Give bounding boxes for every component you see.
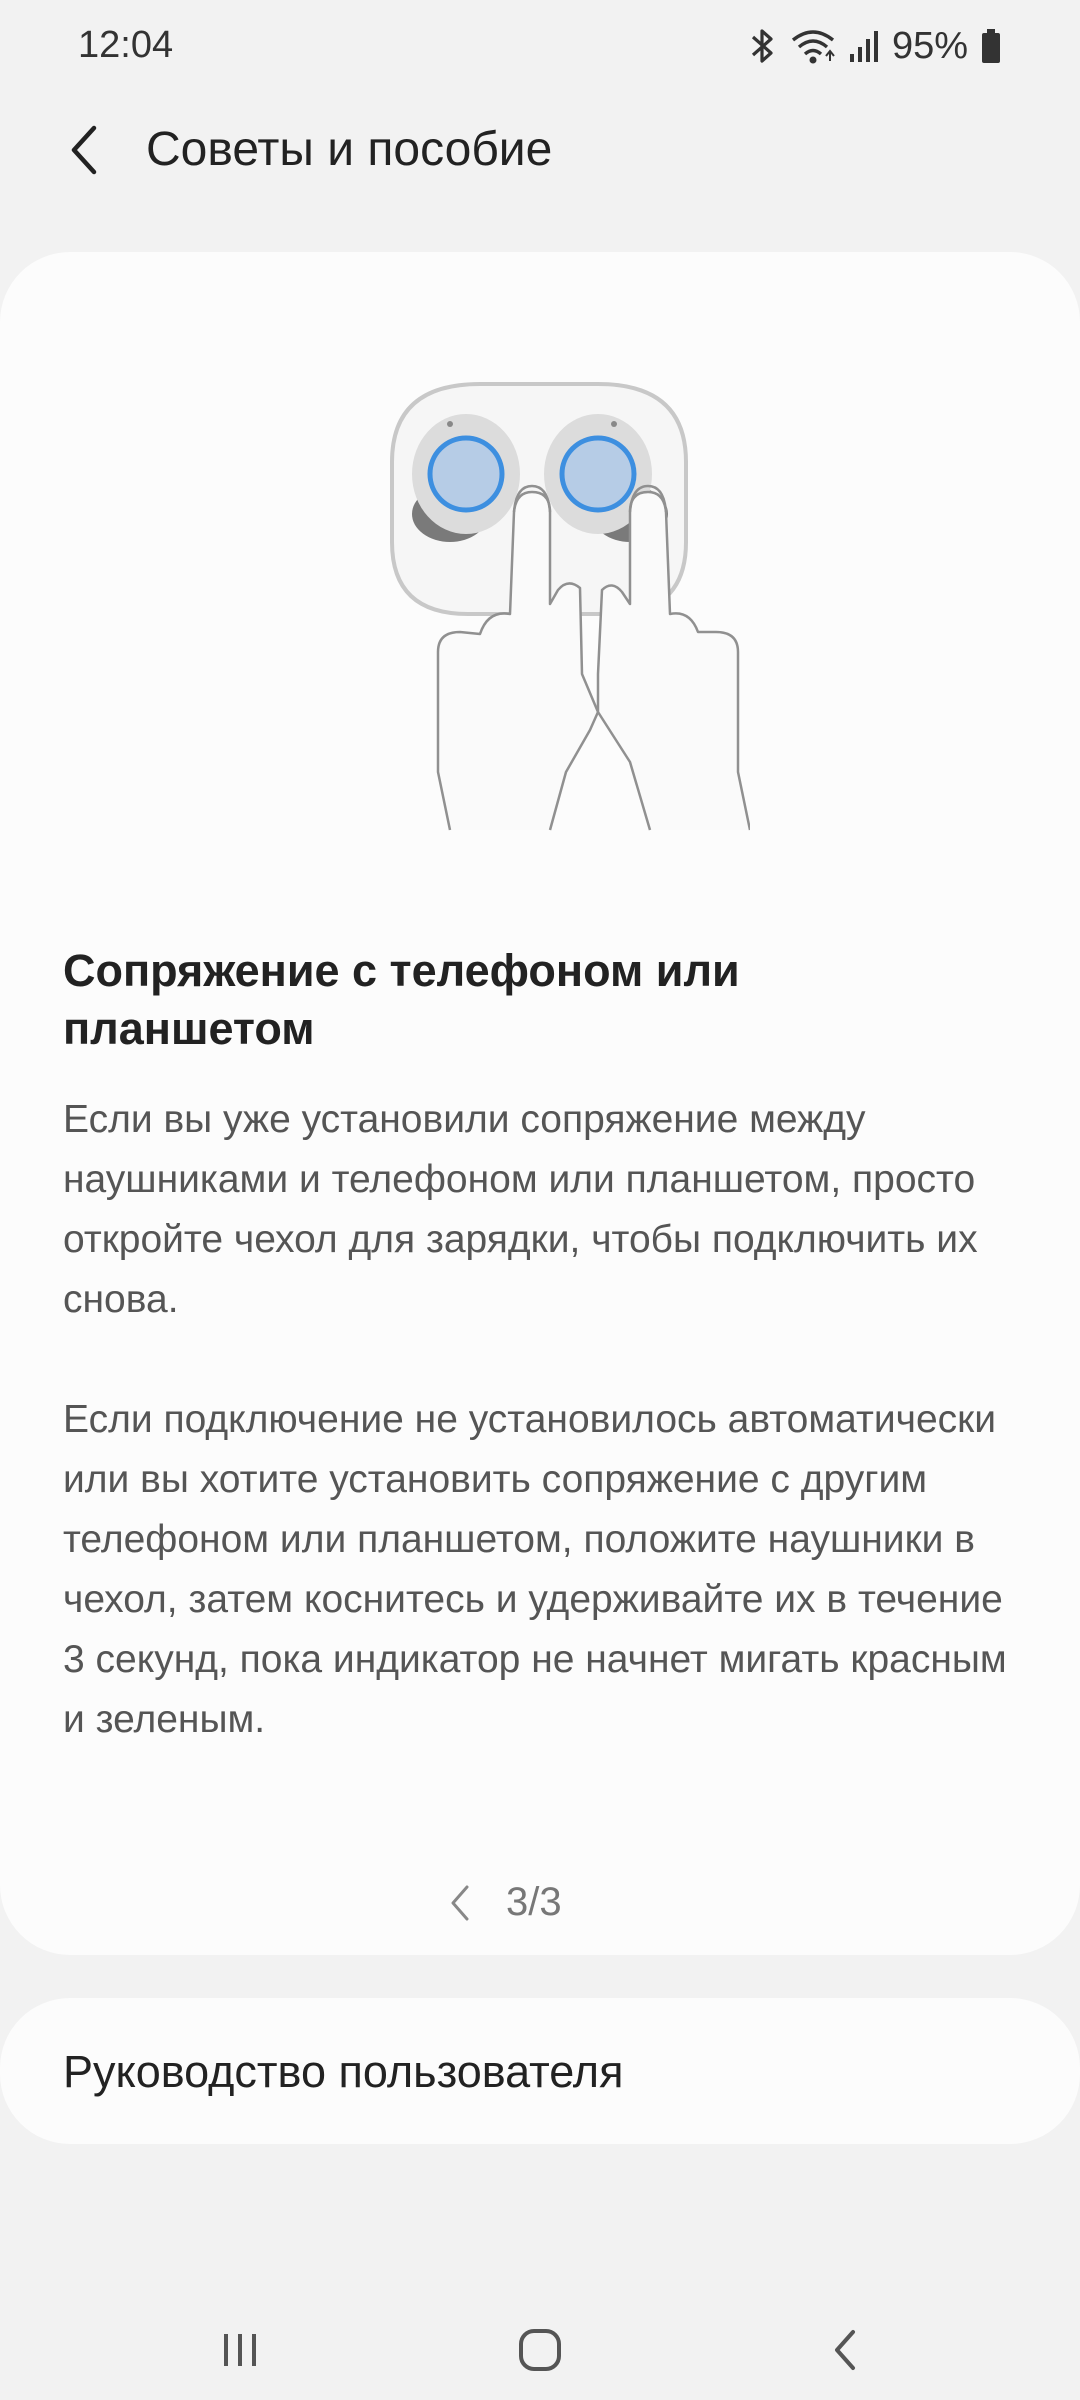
tip-paragraph: Если подключение не установилось автоматически или вы хотите установить сопряжение с другим телефоном или планшетом, положите наушники в чехол, затем коснитесь и удерживайте их в течение 3 секунд, пока индикатор не начнет мигать красным и зеленым.	[63, 1398, 1007, 1741]
tip-body	[63, 1090, 1033, 1750]
status-icons	[748, 22, 1002, 70]
battery-percent: 95%	[891, 24, 968, 67]
status-bar	[0, 0, 1080, 96]
back-button[interactable]	[52, 118, 116, 182]
chevron-left-icon	[447, 1883, 473, 1923]
earbuds-pairing-illustration	[330, 352, 750, 832]
page-title: Советы и пособие	[146, 123, 553, 176]
navigation-bar	[0, 2300, 1080, 2400]
user-manual-button[interactable]	[0, 1998, 1080, 2144]
recent-apps-icon	[218, 2328, 262, 2372]
tip-title: Сопряжение с телефоном или планшетом	[63, 945, 740, 1054]
back-icon	[827, 2326, 863, 2374]
home-icon	[516, 2326, 564, 2374]
nav-back-button[interactable]	[795, 2310, 895, 2390]
wifi-icon	[790, 26, 836, 66]
chevron-left-icon	[64, 122, 104, 178]
tips-card	[0, 252, 1080, 1955]
user-manual-label: Руководство пользователя	[63, 2046, 624, 2097]
battery-icon	[980, 26, 1002, 66]
signal-icon	[848, 26, 880, 66]
home-button[interactable]	[490, 2310, 590, 2390]
app-header	[0, 110, 1080, 190]
tip-paragraph: Если вы уже установили сопряжение между наушниками и телефоном или планшетом, просто откройте чехол для зарядки, чтобы подключить их снова.	[63, 1098, 978, 1321]
pager	[0, 1872, 1080, 1942]
recent-apps-button[interactable]	[190, 2310, 290, 2390]
page-indicator: 3/3	[506, 1880, 562, 1924]
bluetooth-icon	[748, 26, 778, 66]
status-time: 12:04	[78, 24, 174, 66]
previous-tip-button[interactable]	[437, 1878, 483, 1928]
